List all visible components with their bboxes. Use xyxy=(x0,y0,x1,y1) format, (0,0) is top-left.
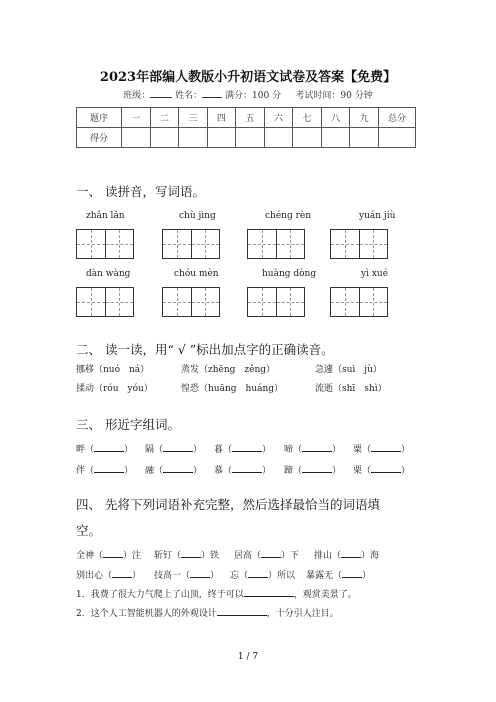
pinyin-label: dàn wàng xyxy=(86,269,131,279)
similar-char-item[interactable]: 粟（ ） xyxy=(353,442,410,455)
page-number: 1 / 7 xyxy=(237,652,259,662)
full-score: 满分：100 分 xyxy=(225,91,282,101)
name-label: 姓名： xyxy=(175,91,203,101)
idiom-item[interactable]: 别出心（ ） xyxy=(76,568,141,581)
reading-item[interactable]: 挪移（nuó ná） xyxy=(76,365,150,375)
similar-char-item[interactable]: 蹄（ ） xyxy=(284,463,341,476)
writing-grid[interactable] xyxy=(76,287,134,317)
reading-item[interactable]: 蒸发（zhēng zěng） xyxy=(181,365,276,375)
similar-char-item[interactable]: 暮（ ） xyxy=(214,442,271,455)
reading-item[interactable]: 急遽（suì jù） xyxy=(315,365,382,375)
idiom-item[interactable]: 技高一（ ） xyxy=(154,568,219,581)
pinyin-label: yuán jiù xyxy=(359,211,396,221)
writing-grid[interactable] xyxy=(247,229,305,259)
score-cell[interactable] xyxy=(293,128,322,148)
idiom-item[interactable]: 斩钉（ ）铁 xyxy=(154,548,219,561)
score-cell[interactable] xyxy=(350,128,379,148)
score-cell[interactable] xyxy=(321,128,350,148)
class-label: 班级： xyxy=(123,91,151,101)
pinyin-label: chóu mèn xyxy=(174,269,219,279)
table-cell: 四 xyxy=(207,108,236,128)
score-table-header-row xyxy=(77,108,416,128)
reading-item[interactable]: 惶恐（huāng huáng） xyxy=(181,384,284,394)
score-table-score-row xyxy=(77,128,416,148)
fill-question-1: 1．我费了很大力气爬上了山顶，终于可以 ，观赏美景了。 xyxy=(76,587,357,600)
reading-item[interactable]: 流逝（shī shì） xyxy=(315,384,387,394)
table-cell: 一 xyxy=(122,108,151,128)
idiom-item[interactable]: 排山（ ）海 xyxy=(314,548,379,561)
table-cell: 三 xyxy=(179,108,208,128)
writing-grid[interactable] xyxy=(76,229,134,259)
section-2-heading: 二、 读一读，用“ √ ”标出加点字的正确读音。 xyxy=(76,342,334,357)
idiom-item[interactable]: 忘（ ）所以 xyxy=(230,568,295,581)
table-cell: 六 xyxy=(264,108,293,128)
pinyin-label: chéng rèn xyxy=(265,211,312,221)
table-cell: 题序 xyxy=(77,108,122,128)
idiom-item[interactable]: 暴露无（ ） xyxy=(306,568,371,581)
section-4-heading-cont: 空。 xyxy=(76,523,102,538)
table-cell: 九 xyxy=(350,108,379,128)
table-cell: 二 xyxy=(150,108,179,128)
answer-blank[interactable] xyxy=(244,587,294,597)
similar-char-item[interactable]: 融（ ） xyxy=(145,463,202,476)
score-cell[interactable] xyxy=(207,128,236,148)
score-cell[interactable] xyxy=(122,128,151,148)
table-cell: 得分 xyxy=(77,128,122,148)
table-cell: 五 xyxy=(236,108,265,128)
score-cell[interactable] xyxy=(179,128,208,148)
writing-grid[interactable] xyxy=(330,287,388,317)
writing-grid[interactable] xyxy=(330,229,388,259)
exam-info-line xyxy=(0,88,496,101)
pinyin-label: zhǎn lǎn xyxy=(86,211,125,221)
score-table xyxy=(76,107,416,148)
similar-char-item[interactable]: 慕（ ） xyxy=(214,463,271,476)
idiom-item[interactable]: 居高（ ）下 xyxy=(234,548,299,561)
pinyin-label: huàng dòng xyxy=(262,269,317,279)
score-cell[interactable] xyxy=(264,128,293,148)
similar-char-item[interactable]: 畔（ ） xyxy=(76,442,133,455)
name-blank[interactable] xyxy=(202,89,222,98)
answer-blank[interactable] xyxy=(217,606,267,616)
section-4-heading: 四、 先将下列词语补充完整，然后选择最恰当的词语填 xyxy=(76,497,380,512)
score-cell[interactable] xyxy=(236,128,265,148)
score-cell[interactable] xyxy=(150,128,179,148)
exam-time: 考试时间：90 分钟 xyxy=(295,91,373,101)
writing-grid[interactable] xyxy=(247,287,305,317)
section-1-heading: 一、 读拼音，写词语。 xyxy=(76,184,205,199)
writing-grid[interactable] xyxy=(162,229,220,259)
table-cell: 七 xyxy=(293,108,322,128)
similar-char-item[interactable]: 隔（ ） xyxy=(145,442,202,455)
reading-item[interactable]: 揉动（róu yóu） xyxy=(76,384,153,394)
idiom-item[interactable]: 全神（ ）注 xyxy=(76,548,141,561)
table-cell: 八 xyxy=(321,108,350,128)
page-title: 2023年部编人教版小升初语文试卷及答案【免费】 xyxy=(99,70,397,85)
table-cell: 总分 xyxy=(379,108,416,128)
class-blank[interactable] xyxy=(150,89,172,98)
fill-question-2: 2．这个人工智能机器人的外观设计 ，十分引人注目。 xyxy=(76,606,339,619)
similar-char-item[interactable]: 伴（ ） xyxy=(76,463,133,476)
section-3-heading: 三、 形近字组词。 xyxy=(76,417,180,432)
similar-char-item[interactable]: 啼（ ） xyxy=(284,442,341,455)
pinyin-label: yì xué xyxy=(361,269,389,279)
score-cell[interactable] xyxy=(379,128,416,148)
writing-grid[interactable] xyxy=(162,287,220,317)
similar-char-item[interactable]: 栗（ ） xyxy=(353,463,410,476)
pinyin-label: chù jìng xyxy=(179,211,216,221)
